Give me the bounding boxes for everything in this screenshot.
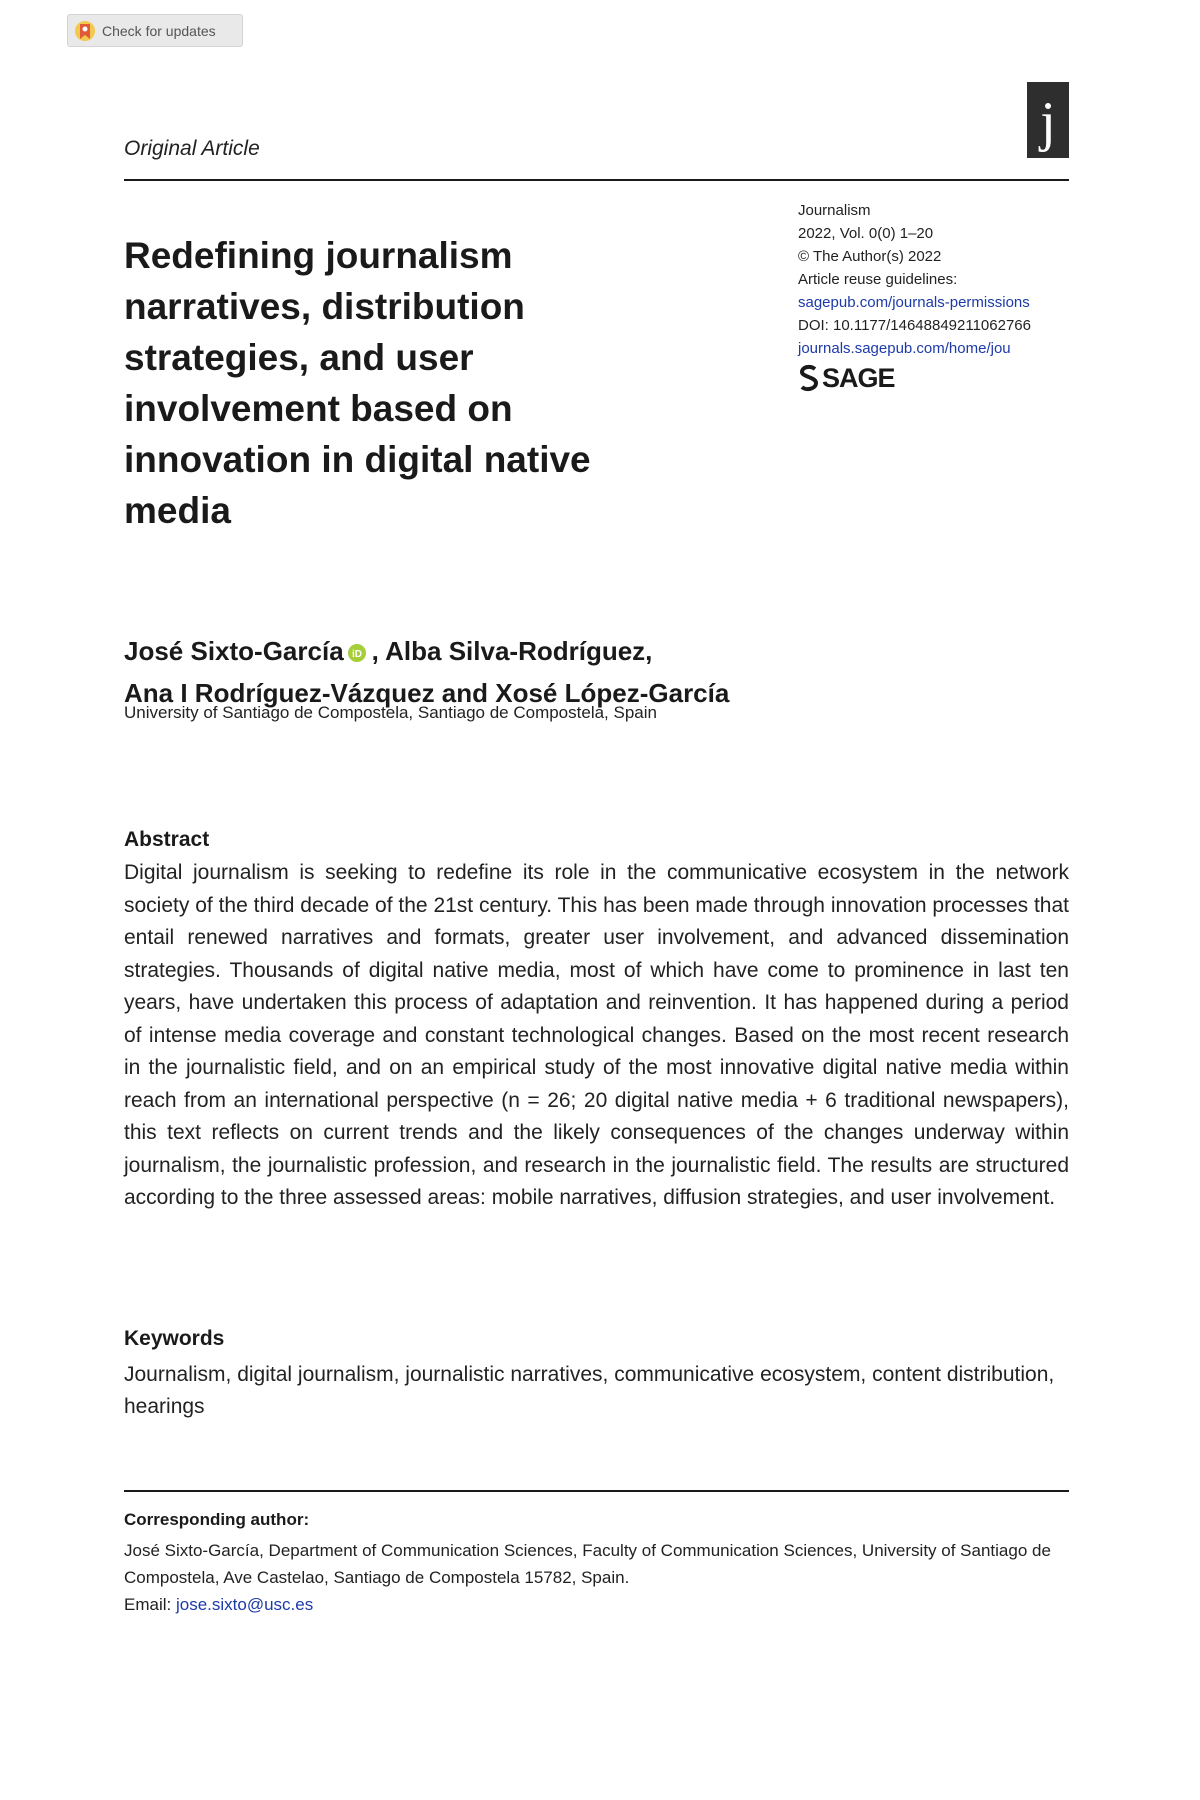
abstract-text: Digital journalism is seeking to redefine its role in the communicative ecosystem in the network society of the third decade of the 21st century. This has been made through innovation processes that entail renewed narratives and formats, greater user involvement, and advanced dissemination strategies. Thousands of digital native media, most of which have come to prominence in last ten years, have undertaken this process of adaptation and reinvention. It has happened during a period of intense media coverage and constant technological changes. Based on the most recent research in the journalistic field, and on an empirical study of the most innovative digital native media within reach from an international perspective (n = 26; 20 digital native media + 6 traditional newspapers), this text reflects on current trends and the likely consequences of the changes underway within journalism, the journalistic profession, and research in the journalistic field. The results are structured according to the three assessed areas: mobile narratives, diffusion strategies, and user involvement. [124, 861, 1069, 1209]
bookmark-update-icon [74, 20, 96, 42]
author-name: José Sixto-García [124, 636, 344, 666]
keywords-heading: Keywords [124, 1327, 225, 1350]
email-label: Email: [124, 1595, 176, 1614]
check-for-updates-label: Check for updates [102, 22, 216, 39]
article-type: Original Article [124, 137, 260, 160]
check-for-updates-button[interactable] [67, 14, 243, 47]
abstract-heading: Abstract [124, 828, 210, 851]
author-list [124, 630, 1024, 714]
journal-logo [1027, 82, 1069, 158]
header-divider [124, 179, 1069, 181]
author-affiliation: University of Santiago de Compostela, Santiago de Compostela, Spain [124, 703, 657, 722]
reuse-guidelines-link[interactable]: sagepub.com/journals-permissions [798, 294, 1030, 311]
author-names: , Alba Silva-Rodríguez, [371, 636, 653, 666]
author-line-2: Ana I Rodríguez-Vázquez and Xosé López-García [124, 678, 730, 708]
corresponding-author-heading: Corresponding author: [124, 1510, 310, 1529]
doi: DOI: 10.1177/14648849211062766 [798, 317, 1031, 334]
footnote-divider [124, 1490, 1069, 1492]
reuse-guidelines-label: Article reuse guidelines: [798, 271, 958, 288]
sage-logo-text: SAGE [822, 362, 895, 393]
orcid-label: iD [351, 649, 362, 660]
journal-metadata [798, 199, 1078, 392]
journal-logo-letter: j [1040, 91, 1056, 153]
paper-title: Redefining journalism narratives, distribution strategies, and user involvement based on innovation in digital native media [124, 235, 591, 531]
keywords-text: Journalism, digital journalism, journalistic narratives, communicative ecosystem, content distribution, hearings [124, 1363, 1055, 1418]
journal-homepage-link[interactable]: journals.sagepub.com/home/jou [798, 340, 1011, 357]
corresponding-author-email-line [124, 1591, 1069, 1618]
sage-swirl-icon [798, 364, 820, 392]
journal-volume: 2022, Vol. 0(0) 1–20 [798, 225, 934, 242]
journal-name: Journalism [798, 202, 871, 219]
copyright-notice: © The Author(s) 2022 [798, 248, 942, 265]
email-link[interactable]: jose.sixto@usc.es [175, 1595, 314, 1614]
sage-logo [798, 364, 1078, 392]
author-line-1 [124, 630, 1024, 672]
corresponding-author-details [124, 1537, 1069, 1618]
corresponding-author-address: José Sixto-García, Department of Communication Sciences, Faculty of Communication Sciences, University of Santiago de Compostela, Ave Castelao, Santiago de Compostela 15782, Spain. [124, 1541, 1051, 1587]
orcid-icon[interactable] [348, 644, 366, 662]
